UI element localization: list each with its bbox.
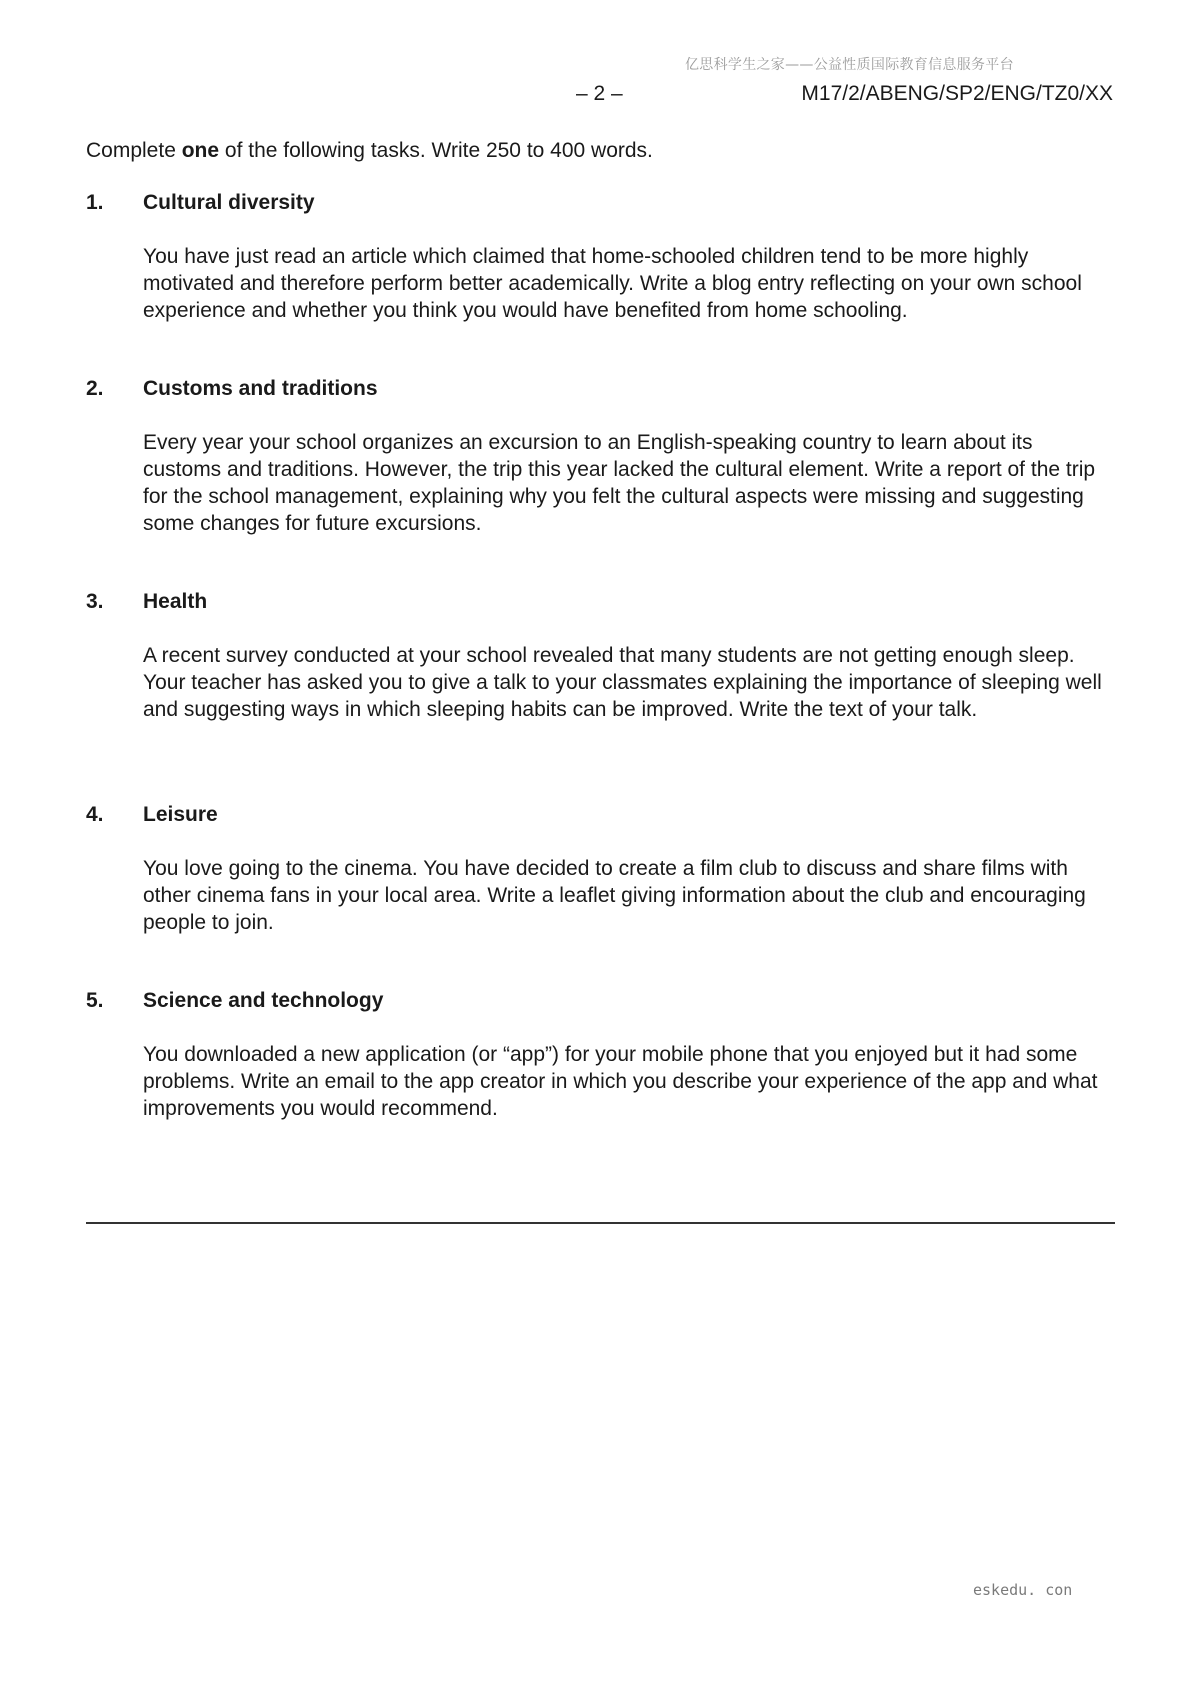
task-number: 4. <box>86 803 104 826</box>
exam-code: M17/2/ABENG/SP2/ENG/TZ0/XX <box>801 82 1113 105</box>
task-number: 5. <box>86 989 104 1012</box>
instructions-suffix: of the following tasks. Write 250 to 400 words. <box>219 139 653 162</box>
task-heading <box>86 191 1116 221</box>
task-number: 1. <box>86 191 104 214</box>
task-2 <box>86 377 1116 537</box>
task-title: Leisure <box>143 803 218 826</box>
end-rule <box>86 1222 1115 1224</box>
instructions <box>86 139 653 163</box>
task-title: Customs and traditions <box>143 377 378 400</box>
task-body: Every year your school organizes an excursion to an English-speaking country to learn about its customs and traditions. However, the trip this year lacked the cultural element. Write a report of the trip for the school management, explaining why you felt the cultural aspects were missing and suggesting some changes for future excursions. <box>143 431 1096 535</box>
task-heading <box>86 803 1116 833</box>
task-title: Cultural diversity <box>143 191 315 214</box>
task-body: You love going to the cinema. You have decided to create a film club to discuss and share films with other cinema fans in your local area. Write a leaflet giving information about the club and encouraging people to join. <box>143 857 1086 934</box>
task-1 <box>86 191 1116 324</box>
task-5 <box>86 989 1116 1122</box>
footer-watermark: eskedu. con <box>973 1581 1073 1599</box>
task-number: 3. <box>86 590 104 613</box>
task-body: A recent survey conducted at your school revealed that many students are not getting enough sleep. Your teacher has asked you to give a talk to your classmates explaining the importance of sleeping well and suggesting ways in which sleeping habits can be improved. Write the text of your talk. <box>143 644 1102 721</box>
header-watermark: 亿思科学生之家——公益性质国际教育信息服务平台 <box>685 57 1014 73</box>
task-4 <box>86 803 1116 936</box>
task-body: You have just read an article which claimed that home-schooled children tend to be more highly motivated and therefore perform better academically. Write a blog entry reflecting on your own school experience and whether you think you would have benefited from home schooling. <box>143 245 1082 322</box>
task-heading <box>86 989 1116 1019</box>
task-number: 2. <box>86 377 104 400</box>
task-title: Health <box>143 590 208 613</box>
task-body: You downloaded a new application (or “app”) for your mobile phone that you enjoyed but it had some problems. Write an email to the app creator in which you describe your experience of the app and what improvements you would recommend. <box>143 1043 1098 1120</box>
instructions-prefix: Complete <box>86 139 182 162</box>
task-heading <box>86 377 1116 407</box>
task-heading <box>86 590 1116 620</box>
task-3 <box>86 590 1116 723</box>
page-number: – 2 – <box>576 82 623 105</box>
instructions-emphasis: one <box>181 139 220 162</box>
task-title: Science and technology <box>143 989 384 1012</box>
